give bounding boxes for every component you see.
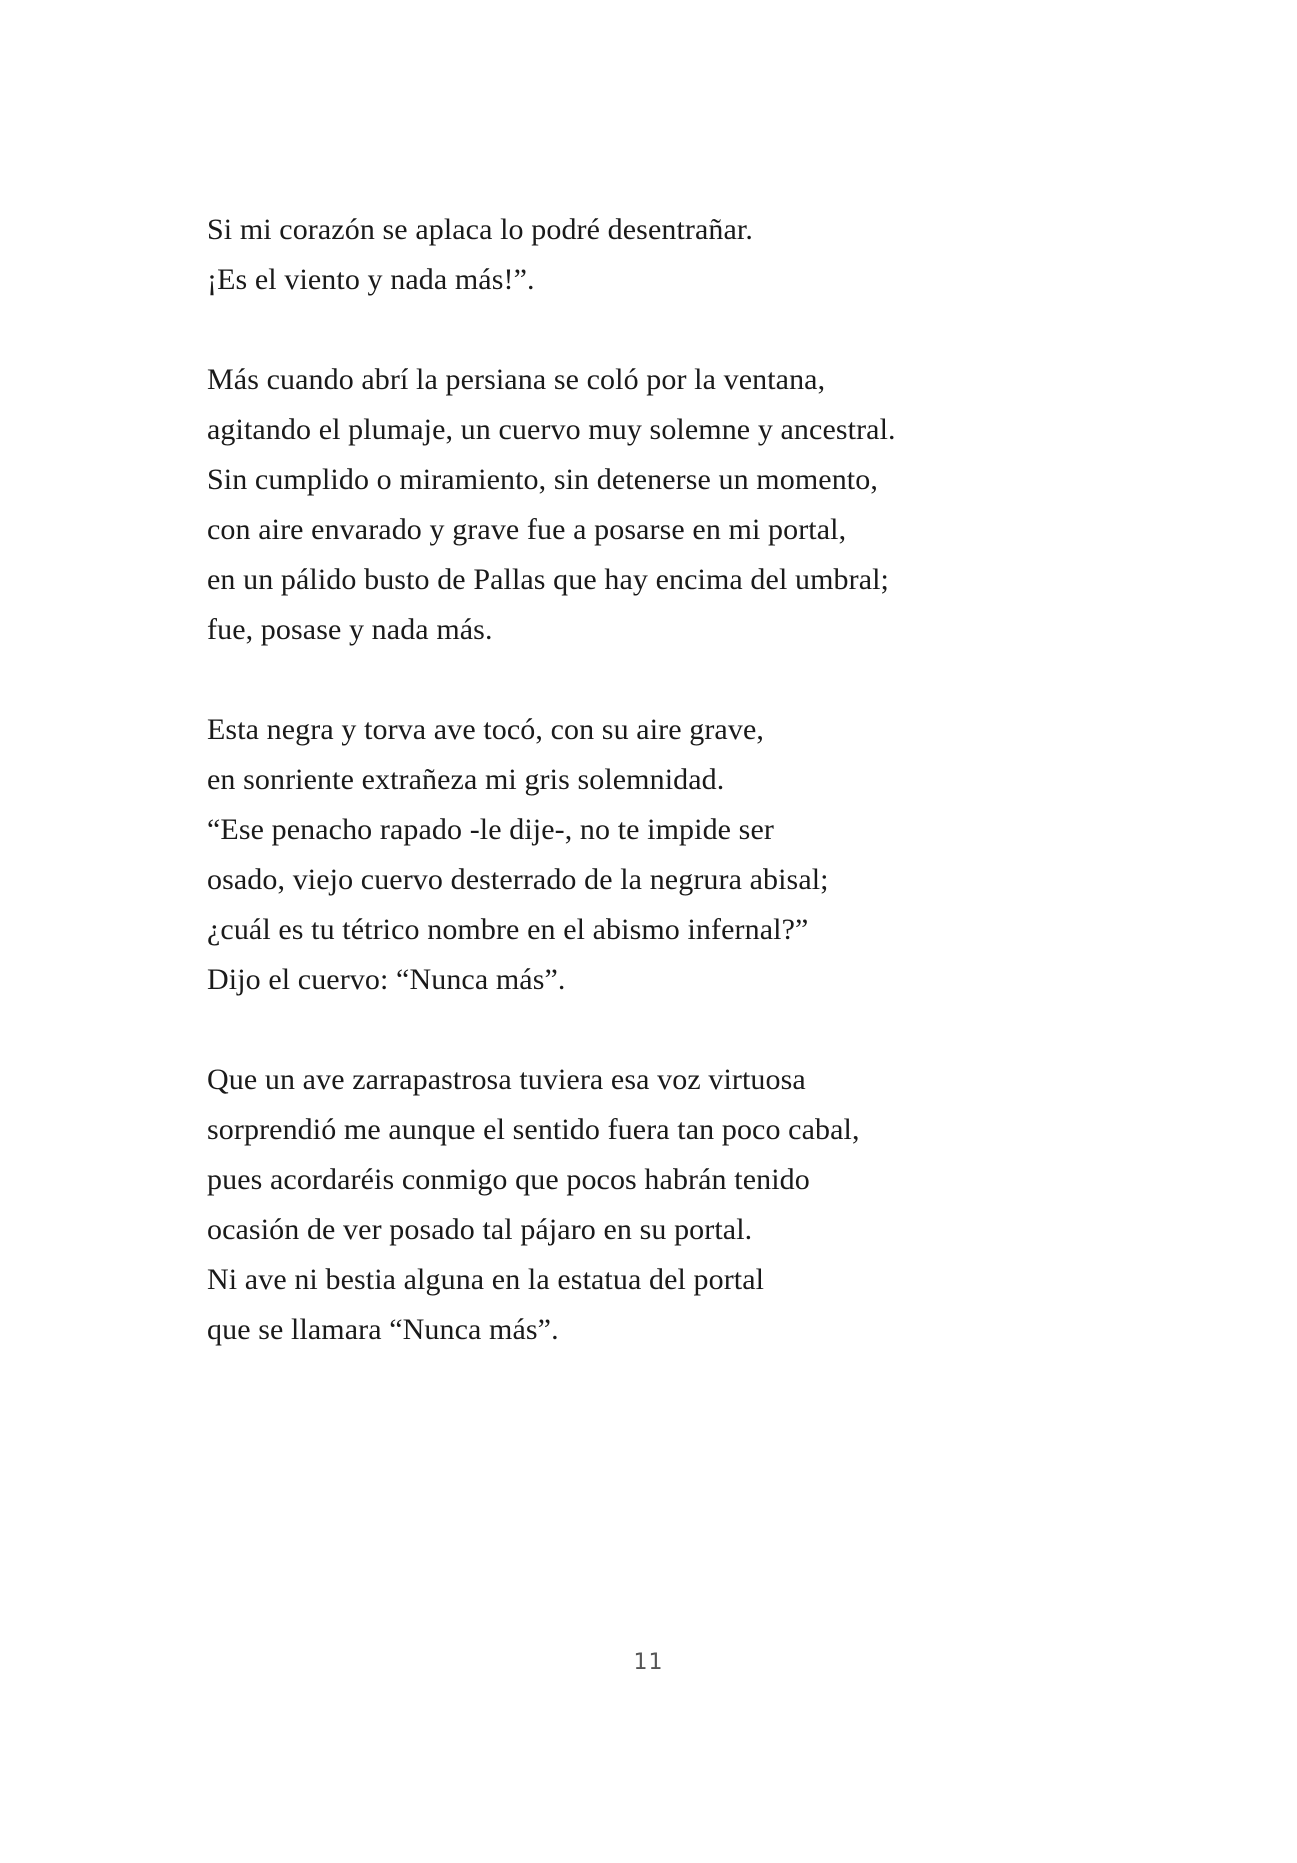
- poem-line: en un pálido busto de Pallas que hay encima del umbral;: [207, 563, 889, 596]
- stanza: [207, 1055, 1107, 1355]
- poem-line: sorprendió me aunque el sentido fuera tan poco cabal,: [207, 1113, 860, 1146]
- poem-line: Ni ave ni bestia alguna en la estatua del portal: [207, 1263, 765, 1296]
- poem-line: con aire envarado y grave fue a posarse en mi portal,: [207, 513, 847, 546]
- page-number: 11: [633, 1650, 664, 1675]
- stanza: [207, 355, 1107, 655]
- stanza: [207, 205, 1107, 305]
- poem-line: pues acordaréis conmigo que pocos habrán tenido: [207, 1163, 810, 1196]
- poem-line: Esta negra y torva ave tocó, con su aire grave,: [207, 713, 764, 746]
- poem-line: en sonriente extrañeza mi gris solemnidad.: [207, 763, 725, 796]
- poem-line: ¡Es el viento y nada más!”.: [207, 263, 535, 296]
- poem-line: Que un ave zarrapastrosa tuviera esa voz virtuosa: [207, 1063, 806, 1096]
- poem-line: “Ese penacho rapado -le dije-, no te impide ser: [207, 813, 774, 846]
- poem-line: Dijo el cuervo: “Nunca más”.: [207, 963, 566, 996]
- poem-line: Si mi corazón se aplaca lo podré desentrañar.: [207, 213, 753, 246]
- poem-line: ¿cuál es tu tétrico nombre en el abismo infernal?”: [207, 913, 809, 946]
- stanza: [207, 705, 1107, 1005]
- poem-line: agitando el plumaje, un cuervo muy solemne y ancestral.: [207, 413, 896, 446]
- poem-line: osado, viejo cuervo desterrado de la negrura abisal;: [207, 863, 829, 896]
- poem-line: fue, posase y nada más.: [207, 613, 493, 646]
- poem-line: Sin cumplido o miramiento, sin detenerse un momento,: [207, 463, 878, 496]
- poem-line: ocasión de ver posado tal pájaro en su portal.: [207, 1213, 753, 1246]
- poem-body: [207, 205, 1107, 1405]
- poem-line: Más cuando abrí la persiana se coló por la ventana,: [207, 363, 826, 396]
- poem-line: que se llamara “Nunca más”.: [207, 1313, 559, 1346]
